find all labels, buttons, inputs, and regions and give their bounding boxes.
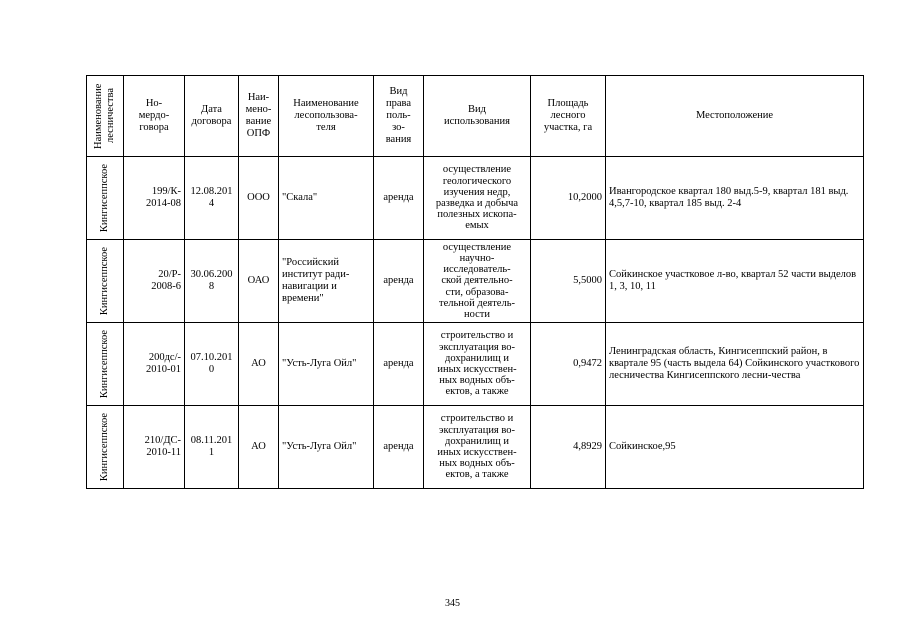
cell-forestry: [87, 406, 124, 489]
cell-contract-no: 210/ДС- 2010-11: [124, 406, 185, 489]
page-number: 345: [445, 598, 460, 609]
forestry-label: Кингисеппское: [99, 329, 110, 399]
cell-forestry: [87, 240, 124, 323]
header-area: Площадь лесного участка, га: [531, 76, 606, 157]
header-date: Дата договора: [185, 76, 239, 157]
table-row: [87, 406, 864, 489]
cell-use-type: осуществление научно- исследователь- ской деятельно- сти, образова- тельной деятель- ности: [424, 240, 531, 323]
header-location: Местоположение: [606, 76, 864, 157]
cell-opf: АО: [239, 323, 279, 406]
cell-area: 10,2000: [531, 157, 606, 240]
forestry-label: Кингисеппское: [99, 246, 110, 316]
cell-area: 4,8929: [531, 406, 606, 489]
cell-location: Ленинградская область, Кингисеппский район, в квартале 95 (часть выдела 64) Сойкинского участкового лесничества Кингисеппского лесни-чества: [606, 323, 864, 406]
cell-use-type: строительство и эксплуатация во- дохранилищ и иных искусствен- ных водных объ- ектов, а также: [424, 406, 531, 489]
cell-forestry: [87, 323, 124, 406]
cell-contract-no: 200дс/- 2010-01: [124, 323, 185, 406]
header-forestry-label: Наименование лесничества: [93, 83, 116, 149]
cell-use-type: осуществление геологического изучения недр, разведка и добыча полезных ископа- емых: [424, 157, 531, 240]
cell-user-name: "Скала": [279, 157, 374, 240]
cell-date: 12.08.201 4: [185, 157, 239, 240]
cell-location: Сойкинское участковое л-во, квартал 52 части выделов 1, 3, 10, 11: [606, 240, 864, 323]
cell-contract-no: 199/К- 2014-08: [124, 157, 185, 240]
cell-user-name: "Усть-Луга Ойл": [279, 323, 374, 406]
cell-forestry: [87, 157, 124, 240]
cell-opf: ОАО: [239, 240, 279, 323]
forestry-label: Кингисеппское: [99, 412, 110, 482]
cell-opf: ООО: [239, 157, 279, 240]
table-row: [87, 323, 864, 406]
cell-right: аренда: [374, 406, 424, 489]
header-right: Вид права поль- зо- вания: [374, 76, 424, 157]
cell-user-name: "Усть-Луга Ойл": [279, 406, 374, 489]
cell-right: аренда: [374, 240, 424, 323]
header-forestry: [87, 76, 124, 157]
cell-user-name: "Российский институт ради-навигации и времени": [279, 240, 374, 323]
cell-location: Сойкинское,95: [606, 406, 864, 489]
cell-opf: АО: [239, 406, 279, 489]
forest-lease-table: [86, 75, 864, 489]
table-row: [87, 157, 864, 240]
cell-date: 08.11.201 1: [185, 406, 239, 489]
cell-area: 0,9472: [531, 323, 606, 406]
cell-contract-no: 20/Р- 2008-6: [124, 240, 185, 323]
table-row: [87, 240, 864, 323]
cell-date: 30.06.200 8: [185, 240, 239, 323]
header-row: [87, 76, 864, 157]
header-user-name: Наименование лесопользова- теля: [279, 76, 374, 157]
cell-right: аренда: [374, 323, 424, 406]
header-use-type: Вид использования: [424, 76, 531, 157]
header-contract-no: Но- мердо- говора: [124, 76, 185, 157]
cell-area: 5,5000: [531, 240, 606, 323]
header-opf: Наи- мено- вание ОПФ: [239, 76, 279, 157]
cell-use-type: строительство и эксплуатация во- дохранилищ и иных искусствен- ных водных объ- ектов, а также: [424, 323, 531, 406]
cell-right: аренда: [374, 157, 424, 240]
cell-date: 07.10.201 0: [185, 323, 239, 406]
forestry-label: Кингисеппское: [99, 163, 110, 233]
cell-location: Ивангородское квартал 180 выд.5-9, квартал 181 выд. 4,5,7-10, квартал 185 выд. 2-4: [606, 157, 864, 240]
